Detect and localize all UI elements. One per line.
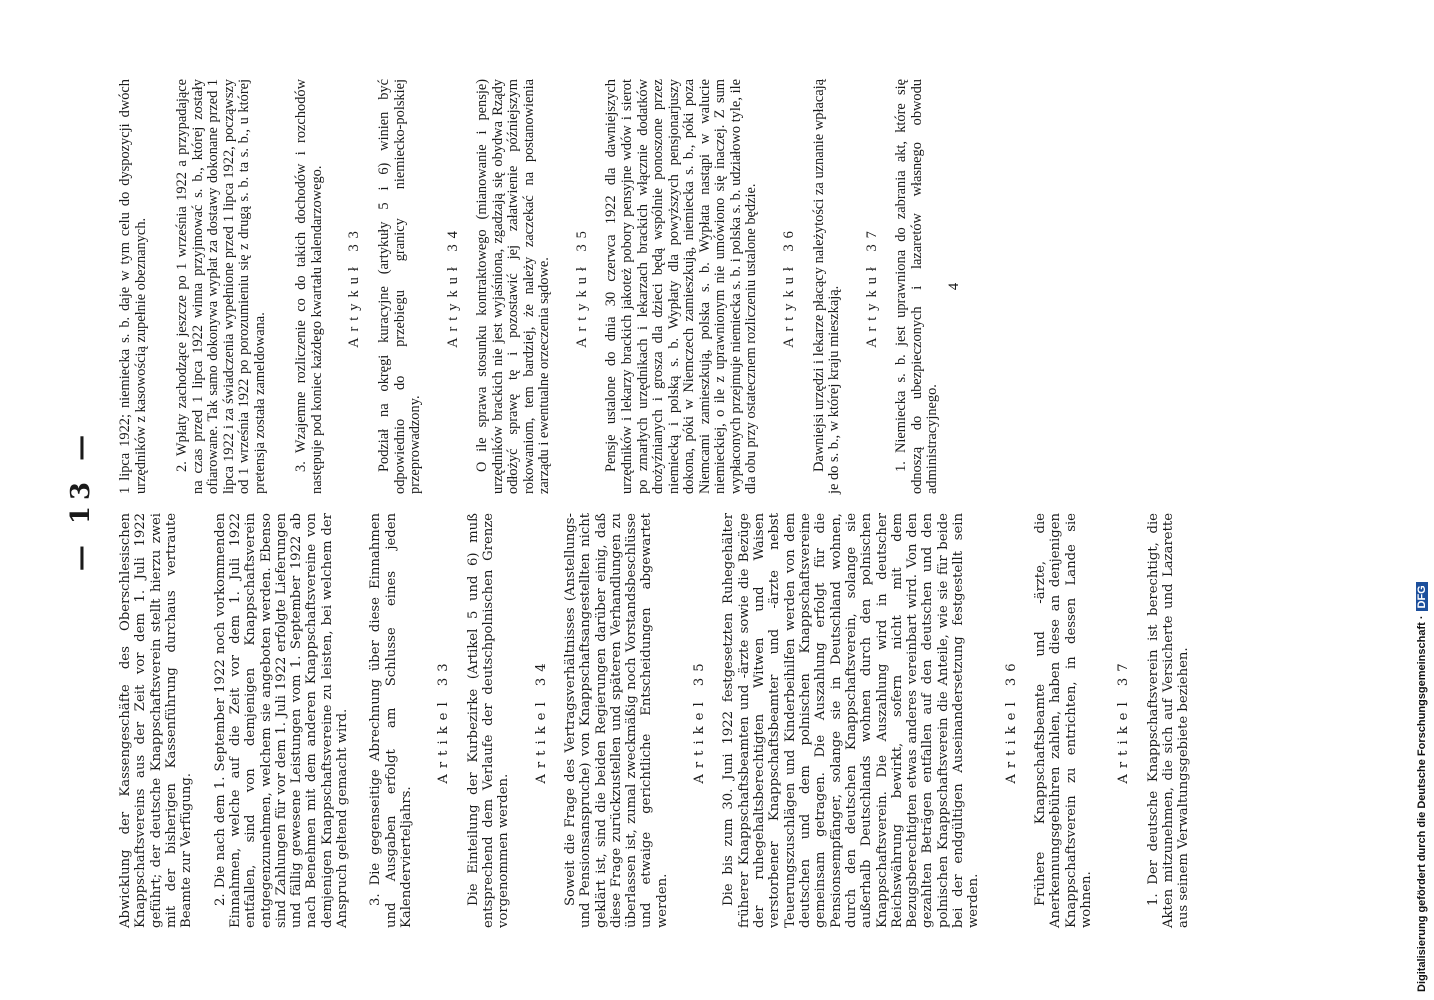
pl-paragraph-2: 2. Wpłaty zachodzące jeszcze po 1 września 1922 a przypadające na czas przed 1 lipca 1922 winna przyjmować s. b., której zostały ofiarowane. Tak samo dokonywa wypłat za dostawy dokonane przed 1 lipca 1922 i za świadczenia wypełnione przed 1 lipca 1922, począwszy od 1 września 1922 po porozumieniu się z drugą s. b. ta s. b., u której pretensja została zameldowana. bbox=[174, 79, 268, 494]
pl-heading-art33: Artykuł 33 bbox=[346, 225, 363, 348]
de-paragraph-1: Abwicklung der Kassengeschäfte des Oberschlesischen Knappschaftsvereins aus der Zeit vor dem 1. Juli 1922 geführt; der deutsche Knappschaftsverein stellt hierzu zwei mit der bisherigen Kassenführung durchaus vertraute Beamte zur Verfügung. bbox=[118, 513, 195, 928]
de-paragraph-art37: 1. Der deutsche Knappschaftsverein ist berechtigt, die Akten mitzunehmen, die sich auf Versicherte und Lazarette aus seinem Verwaltungsgebiete beziehen. bbox=[1145, 513, 1192, 928]
pl-paragraph-art37: 1. Niemiecka s. b. jest uprawniona do zabrania akt, które się odnoszą do ubezpieczonych i lazaretów własnego obwodu administracyjnego. bbox=[893, 79, 941, 494]
page-number-header: — 13 — bbox=[66, 428, 96, 572]
de-paragraph-art33: Die Einteilung der Kurbezirke (Artikel 5 und 6) muß entsprechend dem Verlaufe der deutschpolnischen Grenze vorgenommen werden. bbox=[465, 513, 512, 928]
pl-paragraph-art35: Pensje ustalone do dnia 30 czerwca 1922 dla dawniejszych urzędników i lekarzy brackich jakoteż pobory pensyjne wdów i sierot po zmarłych urzędnikach i lekarzach brackich włącznie dodatków drożyźnianych i grosza dla dzieci będą wspólnie ponoszone przez niemiecką i polską s. b. Wypłaty dla powyższych pensjonarjuszy dokona, póki w Niemczech zamieszkują, niemiecka s. b., póki poza Niemcami zamieszkują, polska s. b. Wypłata nastąpi w walucie niemieckiej, o ile z uprawnionym nie umówiono się inaczej. Z sum wypłaconych przejmuje niemiecka s. b. i polska s. b. udziałowo tyle, ile dla obu przy ostatecznem rozliczeniu ustalone będzie. bbox=[603, 79, 760, 494]
pl-footnote-marker: 4 bbox=[945, 282, 962, 291]
pl-heading-art36: Artykuł 36 bbox=[780, 225, 797, 348]
pl-heading-art37: Artykuł 37 bbox=[863, 225, 880, 348]
credit-text: Digitalisierung gefördert durch die Deutsche Forschungsgemeinschaft · bbox=[1416, 615, 1428, 992]
pl-paragraph-art34: O ile sprawa stosunku kontraktowego (mianowanie i pensje) urzędników brackich nie jest wyjaśniona, zgadzają się obydwa Rządy odłożyć sprawę tę i pozostawić jej załatwienie późniejszym rokowaniom, tem bardziej, że należy zaczekać na postanowienia zarządu i ewentualne orzeczenia sądowe. bbox=[474, 79, 553, 494]
de-paragraph-3: 3. Die gegenseitige Abrechnung über diese Einnahmen und Ausgaben erfolgt am Schlusse eines jeden Kalendervierteljahrs. bbox=[368, 513, 414, 928]
de-heading-art37: Artikel 37 bbox=[1116, 657, 1132, 784]
de-paragraph-art35: Die bis zum 30. Juni 1922 festgesetzten Ruhegehälter früherer Knappschaftsbeamten und -ärzte sowie die Bezüge der ruhegehaltsberechtigten Witwen und Waisen verstorbener Knappschaftsbeamter und -ärzte nebst Teuerungszuschlägen und Kinderbeihilfen werden von dem deutschen und dem polnischen Knappschaftsvereine gemeinsam getragen. Die Auszahlung erfolgt für die Pensionsempfänger, solange sie in Deutschland wohnen, durch den deutschen Knappschaftsverein, solange sie außerhalb Deutschlands wohnen durch den polnischen Knappschaftsverein. Die Auszahlung wird in deutscher Reichswährung bewirkt, sofern nicht mit dem Bezugsberechtigten etwas anderes vereinbart wird. Von den gezahlten Beträgen entfallen auf den deutschen und den polnischen Knappschaftsverein die Anteile, wie sie für beide bei der endgültigen Auseinandersetzung festgestellt sein werden. bbox=[721, 513, 982, 928]
polish-column bbox=[118, 79, 962, 494]
de-paragraph-2: 2. Die nach dem 1. September 1922 noch vorkommenden Einnahmen, welche auf die Zeit vor dem 1. Juli 1922 entfallen, sind von demjenigen Knappschaftsverein entgegenzunehmen, welchem sie angeboten werden. Ebenso sind Zahlungen für vor dem 1. Juli 1922 erfolgte Lieferungen und fällig gewesene Leistungen vom 1. September 1922 ab nach Benehmen mit dem anderen Knappschaftsvereine von demjenigen Knappschaftsvereine zu leisten, bei welchem der Anspruch geltend gemacht wird. bbox=[212, 513, 351, 928]
pl-paragraph-3: 3. Wzajemne rozliczenie co do takich dochodów i rozchodów następuje pod koniec każdego kwartału kalendarzowego. bbox=[293, 79, 325, 494]
pl-paragraph-1: 1 lipca 1922; niemiecka s. b. daje w tym celu do dyspozycji dwóch urzędników z kasowością zupełnie obeznanych. bbox=[117, 79, 149, 494]
de-paragraph-art34: Soweit die Frage des Vertragsverhältnisses (Anstellungs- und Pensionsanspruche) von Knappschaftsangestellten nicht geklärt ist, sind die beiden Regierungen darüber einig, daß diese Frage zurückzustellen und späteren Verhandlungen zu überlassen ist, zumal zweckmäßig noch Vorstandsbeschlüsse und etwaige gerichtliche Entscheidungen abgewartet werden. bbox=[562, 513, 670, 928]
digitization-credit-strip bbox=[1410, 8, 1432, 992]
de-heading-art35: Artikel 35 bbox=[692, 657, 708, 784]
digitization-credit bbox=[1416, 582, 1428, 992]
german-column bbox=[118, 513, 1192, 928]
pl-heading-art35: Artykuł 35 bbox=[573, 225, 590, 348]
de-heading-art34: Artikel 34 bbox=[533, 657, 549, 784]
pl-paragraph-art36: Dawniejsi urzędzi i lekarze płacący należytości za uznanie wpłacają je do s. b., w której kraju mieszkają. bbox=[810, 79, 843, 494]
de-heading-art33: Artikel 33 bbox=[436, 657, 452, 784]
pl-heading-art34: Artykuł 34 bbox=[444, 225, 461, 348]
de-heading-art36: Artikel 36 bbox=[1003, 657, 1019, 784]
dfg-logo: DFG bbox=[1416, 582, 1428, 611]
de-paragraph-art36: Frühere Knappschaftsbeamte und -ärzte, die Anerkennungsgebühren zahlen, haben diese an denjenigen Knappschaftsverein zu entrichten, in dessen Lande sie wohnen. bbox=[1033, 513, 1094, 928]
pl-paragraph-art33: Podział na okręgi kuracyjne (artykuły 5 i 6) winien być odpowiednio do przebiegu granicy niemiecko-polskiej przeprowadzony. bbox=[376, 79, 424, 494]
